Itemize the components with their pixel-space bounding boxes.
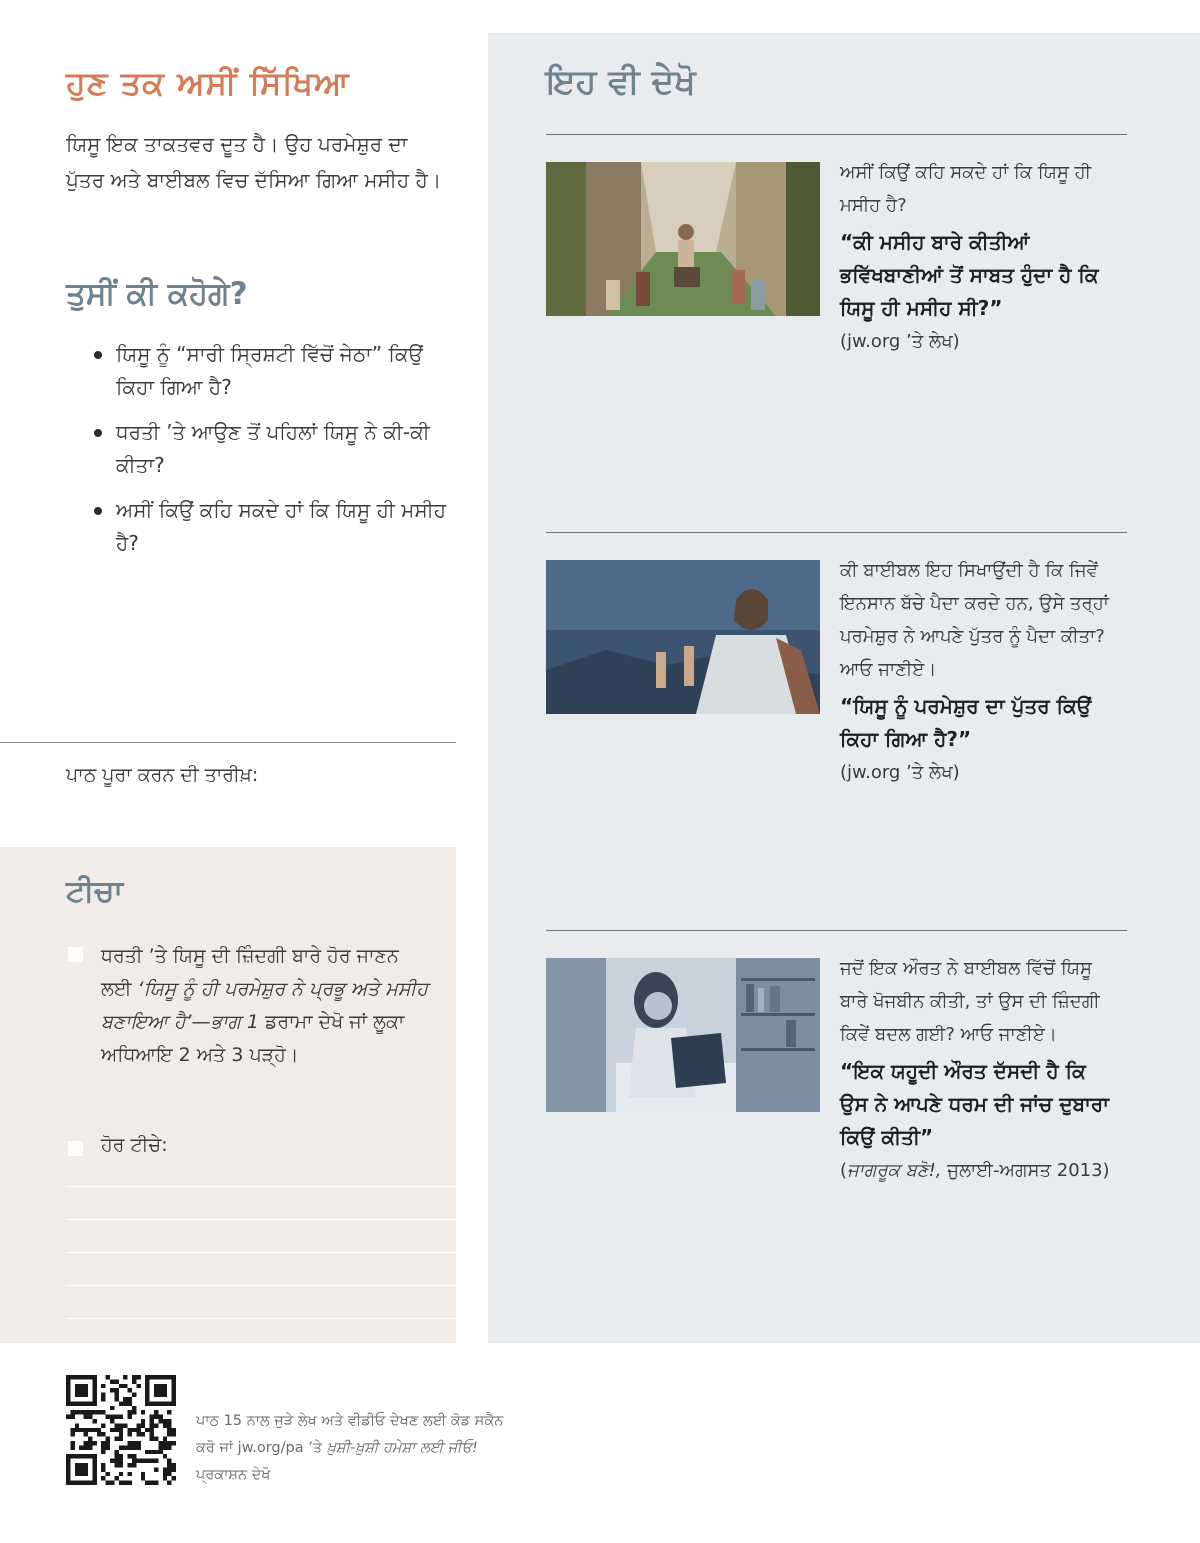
qr-code-graphic [66, 1375, 176, 1485]
article-2-image[interactable] [546, 560, 820, 714]
jesus-entry-illustration [546, 162, 820, 316]
magazine-title: ਜਾਗਰੂਕ ਬਣੋ!, [847, 1160, 942, 1181]
article-3-source: (ਜਾਗਰੂਕ ਬਣੋ!, ਜੁਲਾਈ-ਅਗਸਤ 2013) [840, 1160, 1110, 1181]
article-2 [840, 554, 1115, 789]
article-1-link[interactable]: “ਕੀ ਮਸੀਹ ਬਾਰੇ ਕੀਤੀਆਂ ਭਵਿੱਖਬਾਣੀਆਂ ਤੋਂ ਸਾਬਤ ਹੁੰਦਾ ਹੈ ਕਿ ਯਿਸੂ ਹੀ ਮਸੀਹ ਸੀ?” [840, 230, 1099, 320]
article-1-intro: ਅਸੀਂ ਕਿਉਂ ਕਹਿ ਸਕਦੇ ਹਾਂ ਕਿ ਯਿਸੂ ਹੀ ਮਸੀਹ ਹੈ? [840, 162, 1092, 216]
divider [0, 742, 456, 743]
article-3-link[interactable]: “ਇਕ ਯਹੂਦੀ ਔਰਤ ਦੱਸਦੀ ਹੈ ਕਿ ਉਸ ਨੇ ਆਪਣੇ ਧਰਮ ਦੀ ਜਾਂਚ ਦੁਬਾਰਾ ਕਿਉਂ ਕੀਤੀ” [840, 1059, 1109, 1149]
article-2-link[interactable]: “ਯਿਸੂ ਨੂੰ ਪਰਮੇਸ਼ੁਰ ਦਾ ਪੁੱਤਰ ਕਿਉਂ ਕਿਹਾ ਗਿਆ ਹੈ?” [840, 694, 1092, 751]
article-1 [840, 156, 1115, 358]
writing-line[interactable] [66, 1318, 456, 1319]
question-item: ਅਸੀਂ ਕਿਉਂ ਕਹਿ ਸਕਦੇ ਹਾਂ ਕਿ ਯਿਸੂ ਹੀ ਮਸੀਹ ਹੈ? [92, 494, 452, 560]
publication-title: ਖ਼ੁਸ਼ੀ-ਖ਼ੁਸ਼ੀ ਹਮੇਸ਼ਾ ਲਈ ਜੀਓ! [326, 1440, 478, 1456]
jesus-praying-illustration [546, 560, 820, 714]
goal-panel [0, 847, 456, 1343]
article-1-source: (jw.org ’ਤੇ ਲੇਖ) [840, 331, 960, 352]
questions-title: ਤੁਸੀਂ ਕੀ ਕਹੋਗੇ? [66, 276, 248, 312]
footer-note: ਪਾਠ 15 ਨਾਲ ਜੁੜੇ ਲੇਖ ਅਤੇ ਵੀਡੀਓ ਦੇਖਣ ਲਈ ਕੋਡ ਸਕੈਨ ਕਰੋ ਜਾਂ jw.org/pa ’ਤੇ ਖ਼ੁਸ਼ੀ-ਖ਼ੁਸ਼ੀ ਹਮੇਸ਼ਾ ਲਈ ਜੀਓ! ਪ੍ਰਕਾਸ਼ਨ ਦੇਖੋ [196, 1413, 504, 1483]
goal-item-1: ਧਰਤੀ ’ਤੇ ਯਿਸੂ ਦੀ ਜ਼ਿੰਦਗੀ ਬਾਰੇ ਹੋਰ ਜਾਣਨ ਲਈ ‘ਯਿਸੂ ਨੂੰ ਹੀ ਪਰਮੇਸ਼ੁਰ ਨੇ ਪ੍ਰਭੂ ਅਤੇ ਮਸੀਹ ਬਣਾਇਆ ਹੈ’—ਭਾਗ 1 ਡਰਾਮਾ ਦੇਖੋ ਜਾਂ ਲੂਕਾ ਅਧਿਆਇ 2 ਅਤੇ 3 ਪੜ੍ਹੋ। [101, 945, 428, 1066]
writing-line[interactable] [66, 1186, 456, 1187]
question-item: ਧਰਤੀ ’ਤੇ ਆਉਣ ਤੋਂ ਪਹਿਲਾਂ ਯਿਸੂ ਨੇ ਕੀ-ਕੀ ਕੀਤਾ? [92, 416, 452, 482]
learned-title: ਹੁਣ ਤਕ ਅਸੀਂ ਸਿੱਖਿਆ [66, 64, 350, 102]
see-also-title: ਇਹ ਵੀ ਦੇਖੋ [546, 62, 696, 102]
drama-title: ‘ਯਿਸੂ ਨੂੰ ਹੀ ਪਰਮੇਸ਼ੁਰ ਨੇ ਪ੍ਰਭੂ ਅਤੇ ਮਸੀਹ ਬਣਾਇਆ ਹੈ’—ਭਾਗ 1 [101, 978, 428, 1033]
goal-checkbox-1[interactable] [68, 947, 83, 962]
article-3-intro: ਜਦੋਂ ਇਕ ਔਰਤ ਨੇ ਬਾਈਬਲ ਵਿੱਚੋਂ ਯਿਸੂ ਬਾਰੇ ਖੋਜਬੀਨ ਕੀਤੀ, ਤਾਂ ਉਸ ਦੀ ਜ਼ਿੰਦਗੀ ਕਿਵੇਂ ਬਦਲ ਗਈ? ਆਓ ਜਾਣੀਏ। [840, 958, 1100, 1045]
writing-line[interactable] [66, 1219, 456, 1220]
woman-reading-photo [546, 958, 820, 1112]
completion-date-label: ਪਾਠ ਪੂਰਾ ਕਰਨ ਦੀ ਤਾਰੀਖ਼: [66, 764, 259, 786]
article-3-image[interactable] [546, 958, 820, 1112]
goal-checkbox-2[interactable] [68, 1141, 83, 1156]
question-item: ਯਿਸੂ ਨੂੰ “ਸਾਰੀ ਸ੍ਰਿਸ਼ਟੀ ਵਿੱਚੋਂ ਜੇਠਾ” ਕਿਉਂ ਕਿਹਾ ਗਿਆ ਹੈ? [92, 338, 452, 404]
article-3 [840, 952, 1115, 1187]
questions-list [92, 338, 452, 572]
learned-text: ਯਿਸੂ ਇਕ ਤਾਕਤਵਰ ਦੂਤ ਹੈ। ਉਹ ਪਰਮੇਸ਼ੁਰ ਦਾ ਪੁੱਤਰ ਅਤੇ ਬਾਈਬਲ ਵਿਚ ਦੱਸਿਆ ਗਿਆ ਮਸੀਹ ਹੈ। [66, 132, 442, 192]
article-1-image[interactable] [546, 162, 820, 316]
divider [546, 930, 1127, 931]
other-goals-label: ਹੋਰ ਟੀਚੇ: [101, 1134, 168, 1156]
writing-line[interactable] [66, 1285, 456, 1286]
article-2-source: (jw.org ’ਤੇ ਲੇਖ) [840, 762, 960, 783]
divider [546, 134, 1127, 135]
qr-code-icon[interactable] [66, 1375, 176, 1485]
goal-title: ਟੀਚਾ [66, 874, 124, 909]
article-2-intro: ਕੀ ਬਾਈਬਲ ਇਹ ਸਿਖਾਉਂਦੀ ਹੈ ਕਿ ਜਿਵੇਂ ਇਨਸਾਨ ਬੱਚੇ ਪੈਦਾ ਕਰਦੇ ਹਨ, ਉਸੇ ਤਰ੍ਹਾਂ ਪਰਮੇਸ਼ੁਰ ਨੇ ਆਪਣੇ ਪੁੱਤਰ ਨੂੰ ਪੈਦਾ ਕੀਤਾ? ਆਓ ਜਾਣੀਏ। [840, 560, 1109, 680]
divider [546, 532, 1127, 533]
writing-line[interactable] [66, 1252, 456, 1253]
